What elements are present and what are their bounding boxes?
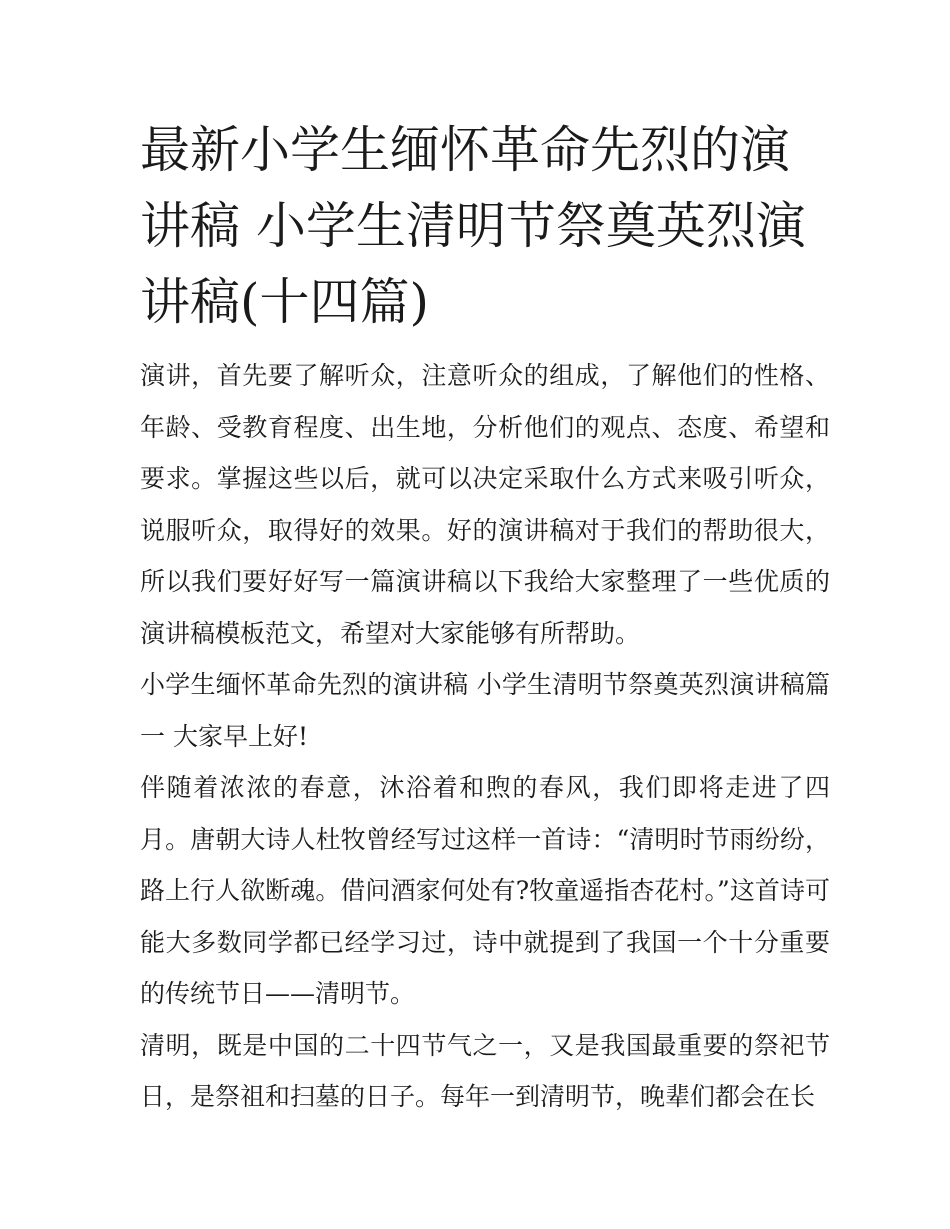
paragraph-intro: 演讲，首先要了解听众，注意听众的组成，了解他们的性格、年龄、受教育程度、出生地，分析他们的观点、态度、希望和要求。掌握这些以后，就可以决定采取什么方式来吸引听众，说服听众，取得好的效果。好的演讲稿对于我们的帮助很大，所以我们要好好写一篇演讲稿以下我给大家整理了一些优质的演讲稿模板范文，希望对大家能够有所帮助。	[140, 361, 830, 648]
paragraph-spring: 伴随着浓浓的春意，沐浴着和煦的春风，我们即将走进了四月。唐朝大诗人杜牧曾经写过这样一首诗：“清明时节雨纷纷，路上行人欲断魂。借问酒家何处有?牧童遥指杏花村。”这首诗可能大多数同学都已经学习过，诗中就提到了我国一个十分重要的传统节日——清明节。	[140, 773, 830, 1008]
paragraph-section-heading: 小学生缅怀革命先烈的演讲稿 小学生清明节祭奠英烈演讲稿篇一 大家早上好!	[140, 670, 830, 751]
document-title: 最新小学生缅怀革命先烈的演讲稿 小学生清明节祭奠英烈演讲稿(十四篇)	[140, 121, 806, 331]
document-body	[140, 112, 830, 1123]
paragraph-qingming: 清明，既是中国的二十四节气之一，又是我国最重要的祭祀节日，是祭祖和扫墓的日子。每年一到清明节，晚辈们都会在长	[140, 1030, 830, 1111]
